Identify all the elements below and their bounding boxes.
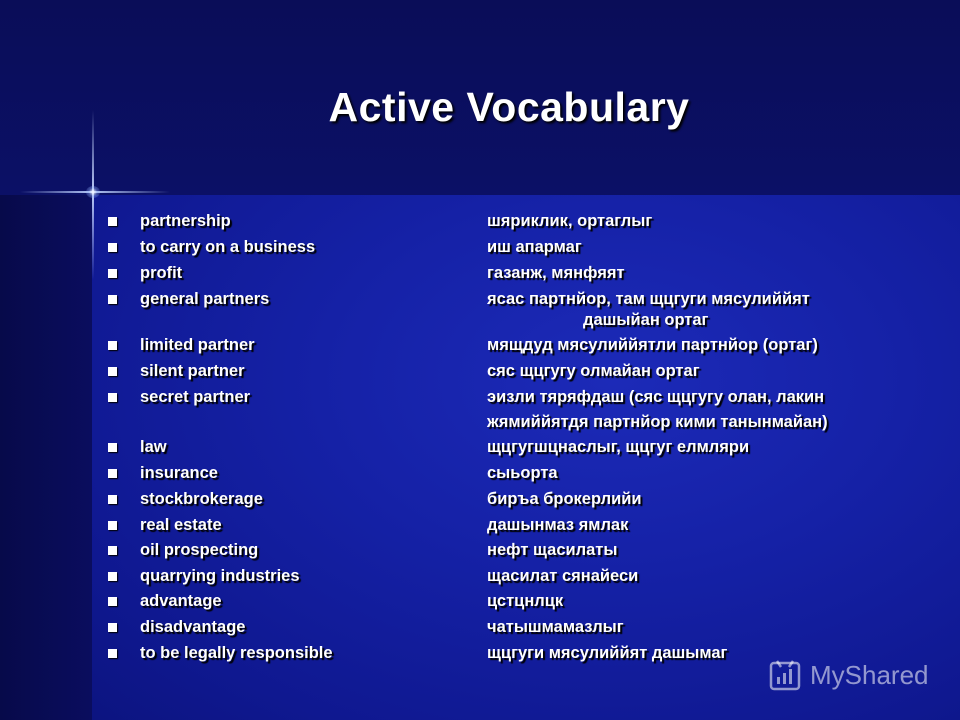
watermark-text: MyShared [810, 659, 929, 690]
vocab-translation: дашынмаз ямлак [487, 516, 629, 534]
vocab-translation: цстцнлцк [487, 592, 564, 610]
vocab-translation: эизли тяряфдаш (сяс щцгугу олан, лакин [487, 388, 825, 406]
bullet-icon [108, 572, 117, 581]
vocab-term: real estate [140, 516, 222, 534]
bullet-icon [108, 217, 117, 226]
bullet-icon [108, 243, 117, 252]
vocab-translation-continued: дашыйан ортаг [583, 311, 709, 329]
vocab-translation: нефт щасилаты [487, 541, 618, 559]
bullet-icon [108, 341, 117, 350]
vocab-translation: иш апармаг [487, 238, 582, 256]
vocab-term: quarrying industries [140, 567, 300, 585]
vocab-term: partnership [140, 212, 231, 230]
vocab-translation: шяриклик, ортаглыг [487, 212, 653, 230]
vocab-translation: сыьорта [487, 464, 558, 482]
bullet-icon [108, 495, 117, 504]
vocab-translation: щасилат сянайеси [487, 567, 639, 585]
vocab-term: profit [140, 264, 183, 282]
vocab-term: limited partner [140, 336, 255, 354]
bullet-icon [108, 269, 117, 278]
bullet-icon [108, 597, 117, 606]
vocab-term: disadvantage [140, 618, 246, 636]
vocab-term: general partners [140, 290, 270, 308]
vocab-term: law [140, 438, 167, 456]
vocab-term: advantage [140, 592, 222, 610]
slide-title: Active Vocabulary [328, 84, 690, 130]
myshared-watermark [768, 657, 929, 693]
vocab-translation: чатышмамазлыг [487, 618, 624, 636]
bullet-icon [108, 443, 117, 452]
vocab-translation: щцгуги мясулиййят дашымаг [487, 644, 728, 662]
vocab-term: stockbrokerage [140, 490, 263, 508]
vocab-translation: щцгугшцнаслыг, щцгуг елмляри [487, 438, 750, 456]
vocab-term: to be legally responsible [140, 644, 333, 662]
vocab-translation: газанж, мянфяят [487, 264, 625, 282]
bullet-icon [108, 623, 117, 632]
bullet-icon [108, 521, 117, 530]
myshared-logo-icon [768, 657, 804, 693]
bullet-icon [108, 393, 117, 402]
vocab-term: secret partner [140, 388, 251, 406]
vocab-term: to carry on a business [140, 238, 316, 256]
vocab-translation: мящдуд мясулиййятли партнйор (ортаг) [487, 336, 818, 354]
vocab-translation-continued: жямиййятдя партнйор кими танынмайан) [487, 413, 828, 431]
bullet-icon [108, 367, 117, 376]
bullet-icon [108, 649, 117, 658]
bullet-icon [108, 295, 117, 304]
vocab-translation: ясас партнйор, там щцгуги мясулиййят [487, 290, 810, 308]
vocab-translation: биръа брокерлийи [487, 490, 642, 508]
vocab-term: insurance [140, 464, 218, 482]
bullet-icon [108, 546, 117, 555]
vocab-term: oil prospecting [140, 541, 259, 559]
vocab-term: silent partner [140, 362, 245, 380]
vocab-translation: сяс щцгугу олмайан ортаг [487, 362, 700, 380]
bullet-icon [108, 469, 117, 478]
